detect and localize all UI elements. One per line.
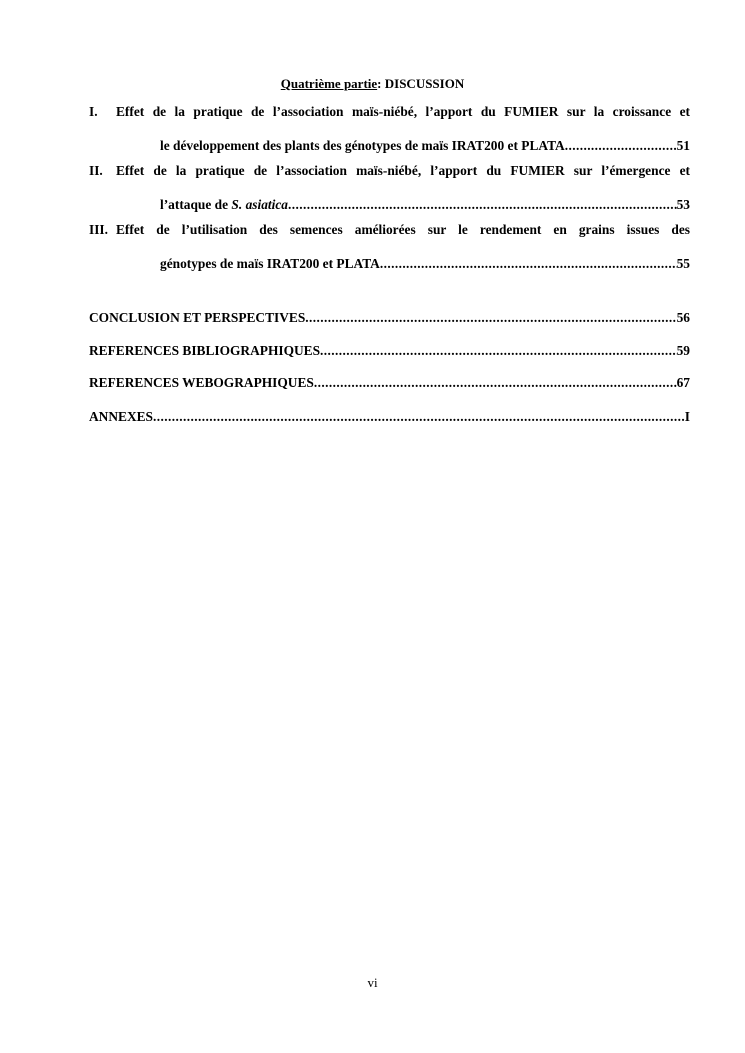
dot-leader — [565, 137, 677, 155]
section-number: I. — [89, 104, 98, 119]
dot-leader — [320, 342, 677, 360]
section-title-line1: Effet de l’utilisation des semences améliorées sur le rendement en grains issues des — [116, 222, 690, 237]
section-title-line1: Effet de la pratique de l’association maïs-niébé, l’apport du FUMIER sur la croissance et — [116, 104, 690, 119]
page-number: 67 — [676, 375, 690, 390]
part-separator: : — [377, 76, 385, 91]
dot-leader — [288, 196, 677, 214]
part-title: DISCUSSION — [384, 76, 465, 91]
entry-label: REFERENCES BIBLIOGRAPHIQUES — [89, 343, 321, 358]
section-number: III. — [89, 222, 108, 237]
page-number: 51 — [676, 138, 690, 153]
toc-entry-webography[interactable] — [89, 374, 690, 392]
page-number: 53 — [676, 197, 690, 212]
species-name: S. asiatica — [231, 197, 288, 212]
section-number: II. — [89, 163, 103, 178]
part-heading — [0, 76, 745, 92]
page-number: 55 — [676, 256, 690, 271]
entry-label: REFERENCES WEBOGRAPHIQUES — [89, 375, 314, 390]
toc-entry-annexes[interactable] — [89, 408, 690, 426]
section-title-line1: Effet de la pratique de l’association maïs-niébé, l’apport du FUMIER sur l’émergence et — [116, 163, 690, 178]
part-label: Quatrième partie — [280, 76, 378, 91]
toc-entry-conclusion[interactable] — [89, 309, 690, 327]
dot-leader — [380, 255, 677, 273]
section-title-line2: génotypes de maïs IRAT200 et PLATA — [160, 256, 380, 271]
toc-section-3[interactable] — [89, 221, 690, 273]
page-number: 59 — [676, 343, 690, 358]
entry-label: ANNEXES — [89, 409, 153, 424]
footer-page-number: vi — [367, 975, 378, 990]
toc-section-1[interactable] — [89, 103, 690, 155]
page-number: I — [684, 409, 690, 424]
page-number: 56 — [676, 310, 690, 325]
section-title-line2: l’attaque de — [160, 197, 232, 212]
dot-leader — [305, 309, 676, 327]
entry-label: CONCLUSION ET PERSPECTIVES — [89, 310, 306, 325]
toc-section-2[interactable] — [89, 162, 690, 214]
dot-leader — [153, 408, 685, 426]
section-title-line2: le développement des plants des génotypes de maïs IRAT200 et PLATA — [160, 138, 565, 153]
dot-leader — [314, 374, 677, 392]
toc-entry-bibliography[interactable] — [89, 342, 690, 360]
